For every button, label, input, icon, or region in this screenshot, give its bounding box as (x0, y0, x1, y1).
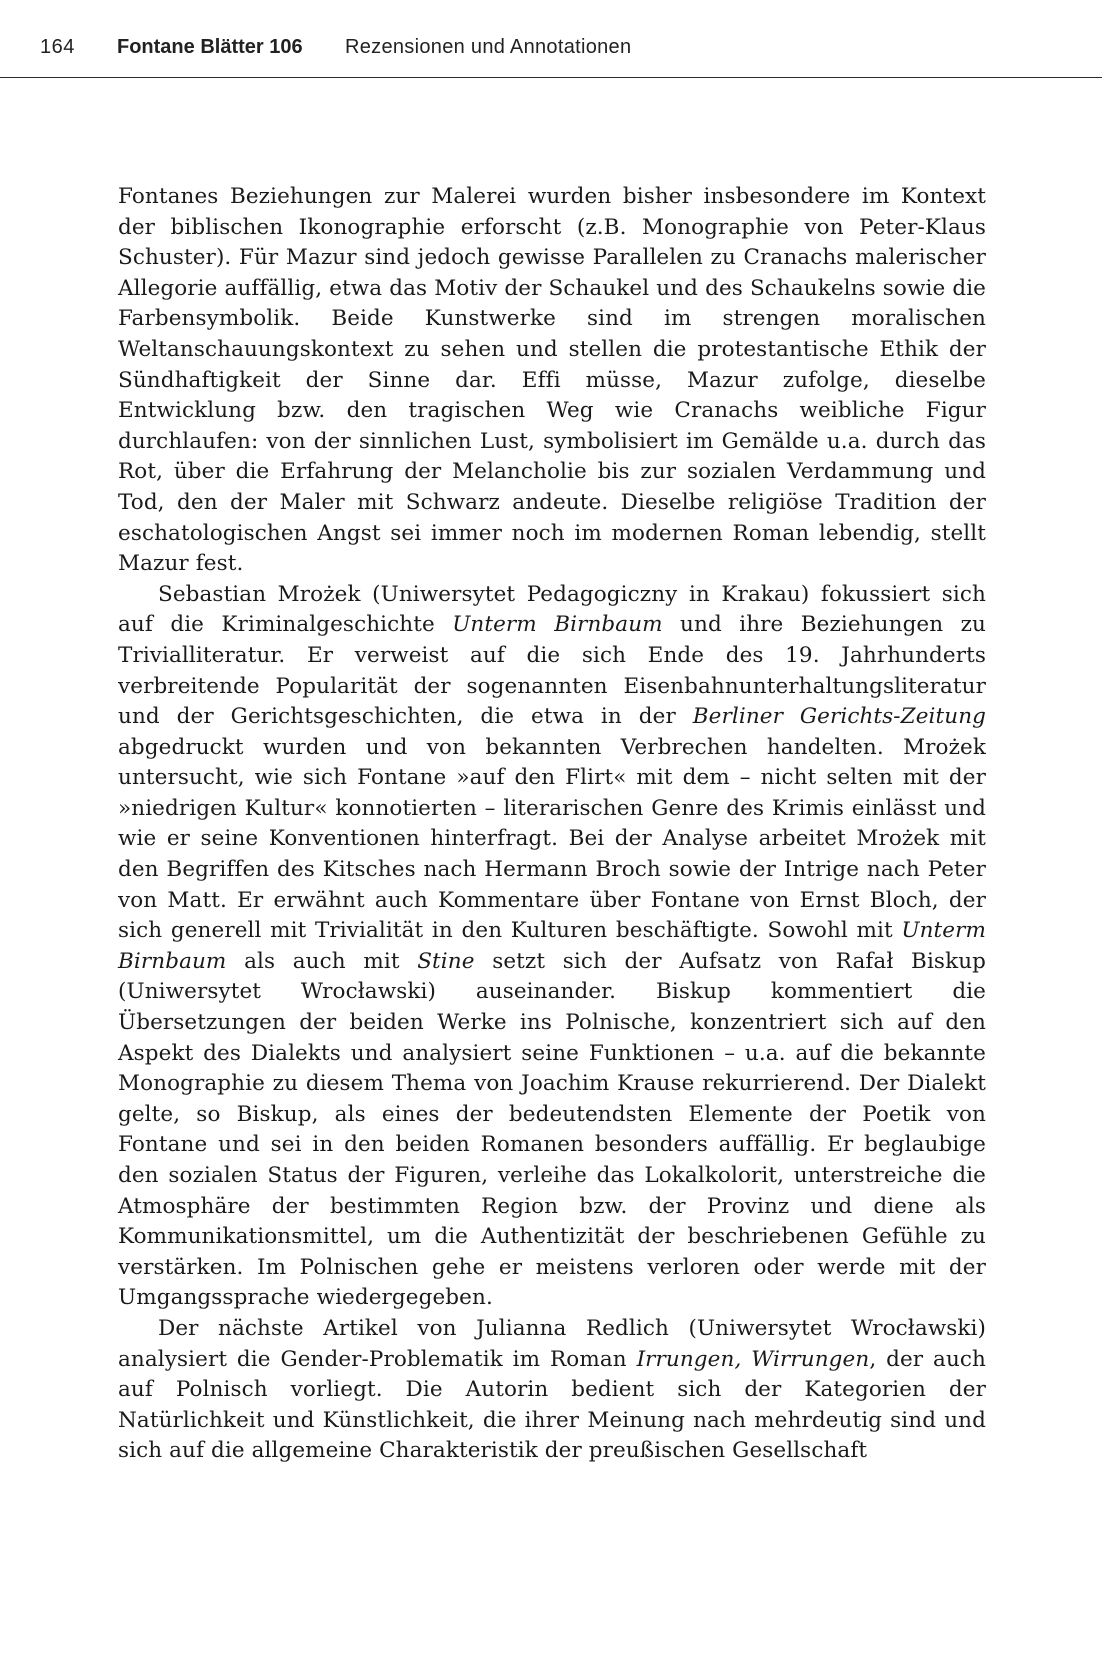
newspaper-title: Berliner Gerichts-Zeitung (692, 704, 987, 730)
running-head (0, 0, 1102, 78)
paragraph (118, 1314, 986, 1467)
text-run: als auch mit (226, 948, 418, 974)
section-title: Rezensionen und Annotationen (345, 36, 632, 58)
book-title: Stine (417, 948, 475, 974)
text-run: setzt sich der Aufsatz von Rafał Biskup (Uniwersytet Wrocławski) auseinander. Biskup kommentiert die Übersetzungen der beiden Werke ins Polnische, konzentriert sich auf den Aspekt des Dialekts und analysiert seine Funktionen – u.a. auf die bekannte Monographie zu diesem Thema von Joachim Krause rekurrierend. Der Dialekt gelte, so Biskup, als eines der bedeutendsten Elemente der Poetik von Fontane und sei in den beiden Romanen besonders auffällig. Er beglaubige den sozialen Status der Figuren, verleihe das Lokalkolorit, unterstreiche die Atmosphäre der bestimmten Region bzw. der Provinz und diene als Kommunikationsmittel, um die Authentizität der beschriebenen Gefühle zu verstärken. Im Polnischen gehe er meistens verloren oder werde mit der Umgangssprache wiedergegeben. (118, 948, 987, 1311)
book-title: Irrungen, Wirrungen (636, 1346, 870, 1372)
text-run: und ihre Beziehungen zu Trivialliteratur. Er verweist auf die sich Ende des 19. Jahrhunderts verbreitende Popularität der sogenannten Eisenbahnunterhaltungsliteratur und der Gerichtsgeschichten, die etwa in der (118, 612, 986, 730)
text-run: abgedruckt wurden und von bekannten Verbrechen handelten. Mrożek untersucht, wie sich Fontane »auf den Flirt« mit dem – nicht selten mit der »niedrigen Kultur« konnotierten – literarischen Genre des Krimis einlässt und wie er seine Konventionen hinterfragt. Bei der Analyse arbeitet Mrożek mit den Begriffen des Kitsches nach Hermann Broch sowie der Intrige nach Peter von Matt. Er erwähnt auch Kommentare über Fontane von Ernst Bloch, der sich generell mit Trivialität in den Kulturen beschäftigte. Sowohl mit (118, 734, 986, 944)
text-run: Fontanes Beziehungen zur Malerei wurden bisher insbesondere im Kontext der biblischen Ikonographie erforscht (z.B. Monographie von Peter-Klaus Schuster). Für Mazur sind jedoch gewisse Parallelen zu Cranachs malerischer Allegorie auffällig, etwa das Motiv der Schaukel und des Schaukelns sowie die Farbensymbolik. Beide Kunstwerke sind im strengen moralischen Weltanschauungskontext zu sehen und stellen die protestantische Ethik der Sündhaftigkeit der Sinne dar. Effi müsse, Mazur zufolge, dieselbe Entwicklung bzw. den tragischen Weg wie Cranachs weibliche Figur durchlaufen: von der sinnlichen Lust, symbolisiert im Gemälde u.a. durch das Rot, über die Erfahrung der Melancholie bis zur sozialen Verdammung und Tod, den der Maler mit Schwarz andeute. Dieselbe religiöse Tradition der eschatologischen Angst sei immer noch im modernen Roman lebendig, stellt Mazur fest. (118, 184, 986, 577)
paragraph (118, 182, 986, 580)
journal-title: Fontane Blätter 106 (117, 36, 303, 58)
text-run: Sebastian Mrożek (Uniwersytet Pedagogiczny in Krakau) fokussiert sich auf die Kriminalgeschichte (118, 581, 986, 638)
book-title: Unterm Birnbaum (118, 918, 986, 974)
page-number: 164 (40, 36, 75, 58)
body-text (118, 182, 986, 1467)
book-title: Unterm Birnbaum (452, 612, 663, 638)
text-run: Der nächste Artikel von Julianna Redlich (Uniwersytet Wrocławski) analysiert die Gender-Problematik im Roman (118, 1315, 986, 1372)
paragraph (118, 580, 986, 1314)
text-run: , der auch auf Polnisch vorliegt. Die Autorin bedient sich der Kategorien der Natürlichkeit und Künstlichkeit, die ihrer Meinung nach mehrdeutig sind und sich auf die allgemeine Charakteristik der preußischen Gesellschaft (118, 1346, 987, 1464)
